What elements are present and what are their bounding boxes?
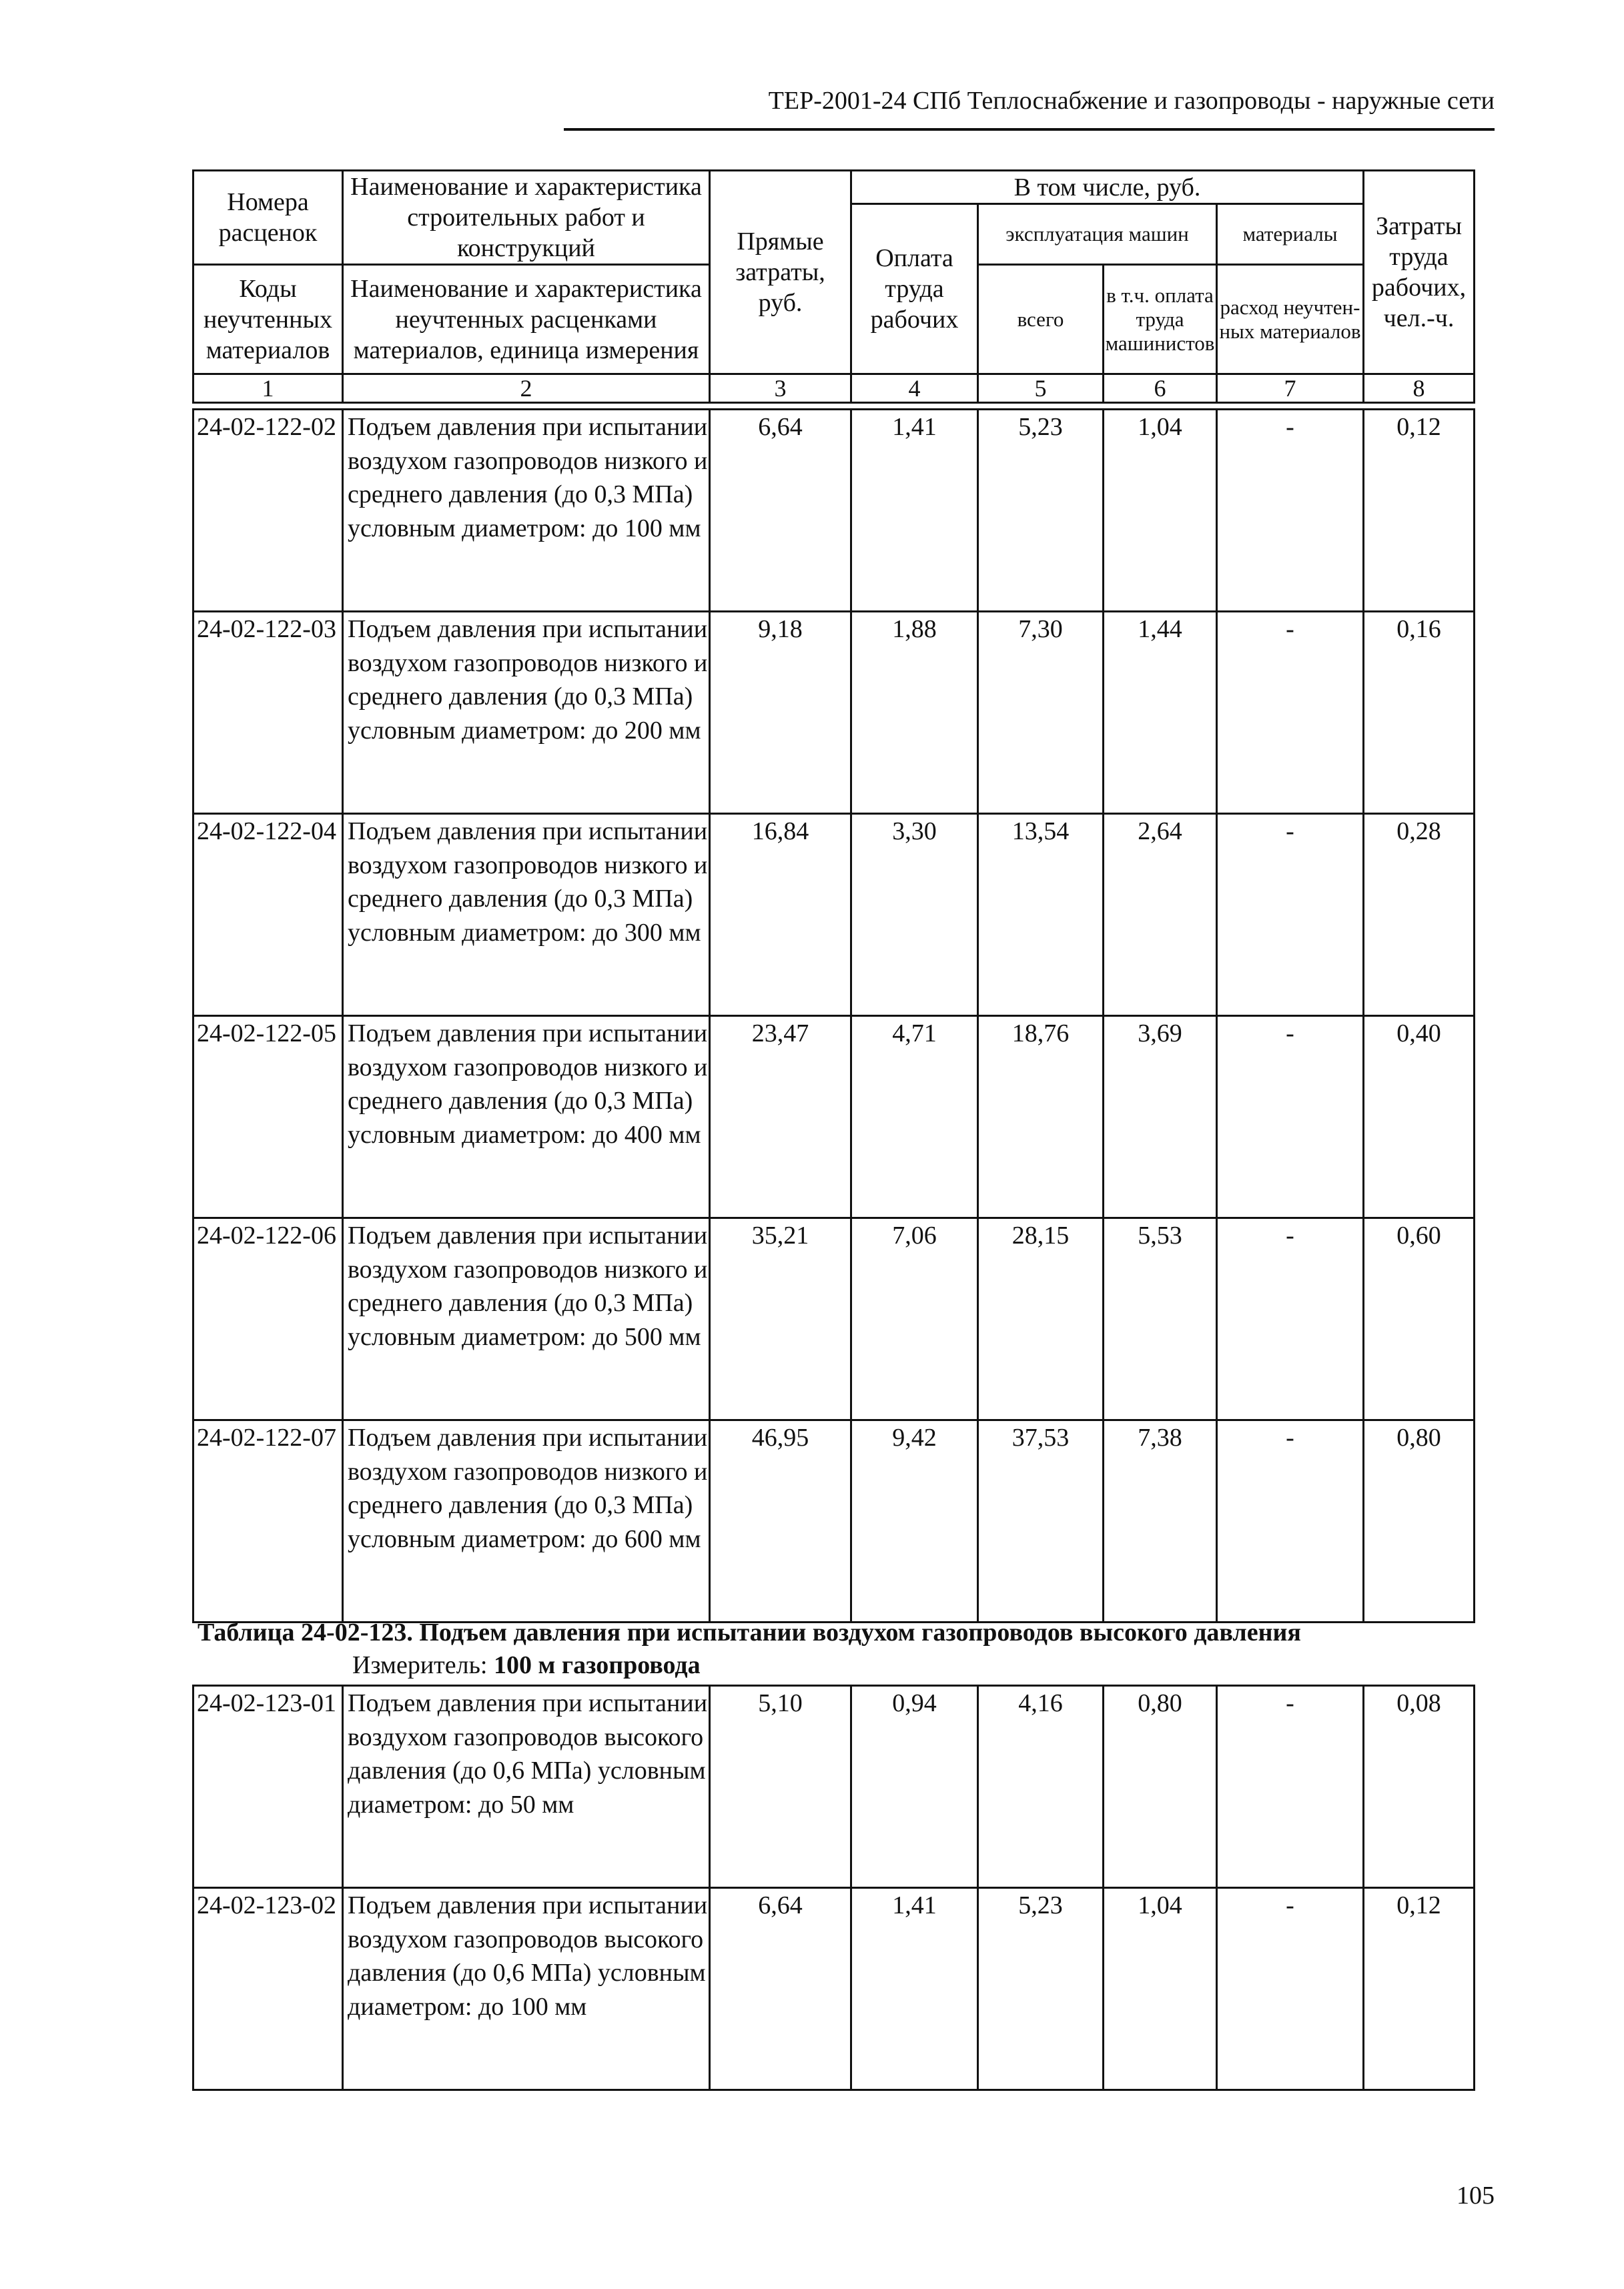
header-rule <box>564 128 1495 131</box>
table-caption: Таблица 24-02-123. Подъем давления при испытании воздухом газопроводов высокого давления <box>197 1619 1301 1647</box>
machines-total: 5,23 <box>978 410 1104 612</box>
table-row <box>193 814 1475 1016</box>
labor-pay: 1,41 <box>851 410 978 612</box>
machinists-pay: 7,38 <box>1104 1420 1217 1623</box>
table-row <box>193 1016 1475 1218</box>
labor-pay: 7,06 <box>851 1218 978 1420</box>
labor-pay: 4,71 <box>851 1016 978 1218</box>
machines-total: 37,53 <box>978 1420 1104 1623</box>
machinists-pay: 5,53 <box>1104 1218 1217 1420</box>
machinists-pay: 1,04 <box>1104 1888 1217 2090</box>
labor-hours: 0,12 <box>1364 410 1475 612</box>
rate-code: 24-02-122-06 <box>193 1218 343 1420</box>
direct-cost: 6,64 <box>710 1888 851 2090</box>
col-machines-incl: в т.ч. оплата труда машинистов <box>1104 265 1217 374</box>
col-name-top: Наименование и характеристика строительных работ и конструкций <box>343 171 710 265</box>
col-number: 7 <box>1217 374 1364 403</box>
rate-name: Подъем давления при испытании воздухом газопроводов низкого и среднего давления (до 0,3 МПа) условным диаметром: до 600 мм <box>343 1420 710 1623</box>
rate-code: 24-02-122-05 <box>193 1016 343 1218</box>
rate-code: 24-02-122-02 <box>193 410 343 612</box>
table-row <box>193 1420 1475 1623</box>
machinists-pay: 2,64 <box>1104 814 1217 1016</box>
rate-code: 24-02-123-02 <box>193 1888 343 2090</box>
materials-unaccounted: - <box>1217 1016 1364 1218</box>
rate-code: 24-02-122-07 <box>193 1420 343 1623</box>
labor-pay: 3,30 <box>851 814 978 1016</box>
col-name-bottom: Наименование и характеристика неучтенных расценками материалов, единица измерения <box>343 265 710 374</box>
direct-cost: 6,64 <box>710 410 851 612</box>
materials-unaccounted: - <box>1217 814 1364 1016</box>
col-machines: эксплуатация машин <box>978 204 1217 265</box>
machines-total: 4,16 <box>978 1686 1104 1888</box>
table-measure <box>352 1650 701 1681</box>
col-direct: Прямые затраты, руб. <box>710 171 851 374</box>
direct-cost: 23,47 <box>710 1016 851 1218</box>
rate-name: Подъем давления при испытании воздухом газопроводов высокого давления (до 0,6 МПа) условным диаметром: до 100 мм <box>343 1888 710 2090</box>
table-row <box>193 1218 1475 1420</box>
labor-hours: 0,40 <box>1364 1016 1475 1218</box>
col-materials: материалы <box>1217 204 1364 265</box>
rate-name: Подъем давления при испытании воздухом газопроводов низкого и среднего давления (до 0,3 МПа) условным диаметром: до 200 мм <box>343 612 710 814</box>
table-row <box>193 410 1475 612</box>
machines-total: 13,54 <box>978 814 1104 1016</box>
col-number: 4 <box>851 374 978 403</box>
col-number: 3 <box>710 374 851 403</box>
labor-hours: 0,12 <box>1364 1888 1475 2090</box>
direct-cost: 16,84 <box>710 814 851 1016</box>
col-code-bottom: Коды неучтенных материалов <box>193 265 343 374</box>
rate-name: Подъем давления при испытании воздухом газопроводов низкого и среднего давления (до 0,3 МПа) условным диаметром: до 400 мм <box>343 1016 710 1218</box>
machinists-pay: 0,80 <box>1104 1686 1217 1888</box>
labor-hours: 0,16 <box>1364 612 1475 814</box>
direct-cost: 46,95 <box>710 1420 851 1623</box>
labor-hours: 0,28 <box>1364 814 1475 1016</box>
direct-cost: 9,18 <box>710 612 851 814</box>
materials-unaccounted: - <box>1217 1218 1364 1420</box>
rate-code: 24-02-122-03 <box>193 612 343 814</box>
labor-pay: 9,42 <box>851 1420 978 1623</box>
rate-name: Подъем давления при испытании воздухом газопроводов высокого давления (до 0,6 МПа) условным диаметром: до 50 мм <box>343 1686 710 1888</box>
col-number: 1 <box>193 374 343 403</box>
labor-pay: 1,41 <box>851 1888 978 2090</box>
col-materials-unaccounted: расход неучтен-ных материалов <box>1217 265 1364 374</box>
rate-code: 24-02-122-04 <box>193 814 343 1016</box>
col-number: 2 <box>343 374 710 403</box>
col-number: 5 <box>978 374 1104 403</box>
materials-unaccounted: - <box>1217 410 1364 612</box>
machines-total: 18,76 <box>978 1016 1104 1218</box>
labor-pay: 0,94 <box>851 1686 978 1888</box>
page-number: 105 <box>1457 2182 1495 2210</box>
labor-pay: 1,88 <box>851 612 978 814</box>
rate-name: Подъем давления при испытании воздухом газопроводов низкого и среднего давления (до 0,3 МПа) условным диаметром: до 500 мм <box>343 1218 710 1420</box>
col-labor-cost: Затраты труда рабочих, чел.-ч. <box>1364 171 1475 374</box>
machinists-pay: 1,04 <box>1104 410 1217 612</box>
column-header-table <box>192 169 1475 404</box>
materials-unaccounted: - <box>1217 612 1364 814</box>
materials-unaccounted: - <box>1217 1888 1364 2090</box>
rates-table-122 <box>192 408 1475 1623</box>
machinists-pay: 3,69 <box>1104 1016 1217 1218</box>
labor-hours: 0,60 <box>1364 1218 1475 1420</box>
table-row <box>193 1888 1475 2090</box>
table-row <box>193 1686 1475 1888</box>
direct-cost: 35,21 <box>710 1218 851 1420</box>
col-code-top: Номера расценок <box>193 171 343 265</box>
labor-hours: 0,80 <box>1364 1420 1475 1623</box>
col-labor-pay: Оплата труда рабочих <box>851 204 978 374</box>
machines-total: 5,23 <box>978 1888 1104 2090</box>
col-machines-total: всего <box>978 265 1104 374</box>
machines-total: 28,15 <box>978 1218 1104 1420</box>
machinists-pay: 1,44 <box>1104 612 1217 814</box>
rate-code: 24-02-123-01 <box>193 1686 343 1888</box>
materials-unaccounted: - <box>1217 1686 1364 1888</box>
measure-label: Измеритель: <box>352 1651 494 1679</box>
labor-hours: 0,08 <box>1364 1686 1475 1888</box>
rate-name: Подъем давления при испытании воздухом газопроводов низкого и среднего давления (до 0,3 МПа) условным диаметром: до 100 мм <box>343 410 710 612</box>
rates-table-123 <box>192 1685 1475 2091</box>
materials-unaccounted: - <box>1217 1420 1364 1623</box>
table-row <box>193 612 1475 814</box>
running-header: ТЕР-2001-24 СПб Теплоснабжение и газопроводы - наружные сети <box>768 87 1495 115</box>
direct-cost: 5,10 <box>710 1686 851 1888</box>
col-number: 8 <box>1364 374 1475 403</box>
col-incl: В том числе, руб. <box>851 171 1364 204</box>
measure-value: 100 м газопровода <box>494 1651 701 1679</box>
rate-name: Подъем давления при испытании воздухом газопроводов низкого и среднего давления (до 0,3 МПа) условным диаметром: до 300 мм <box>343 814 710 1016</box>
col-number: 6 <box>1104 374 1217 403</box>
machines-total: 7,30 <box>978 612 1104 814</box>
